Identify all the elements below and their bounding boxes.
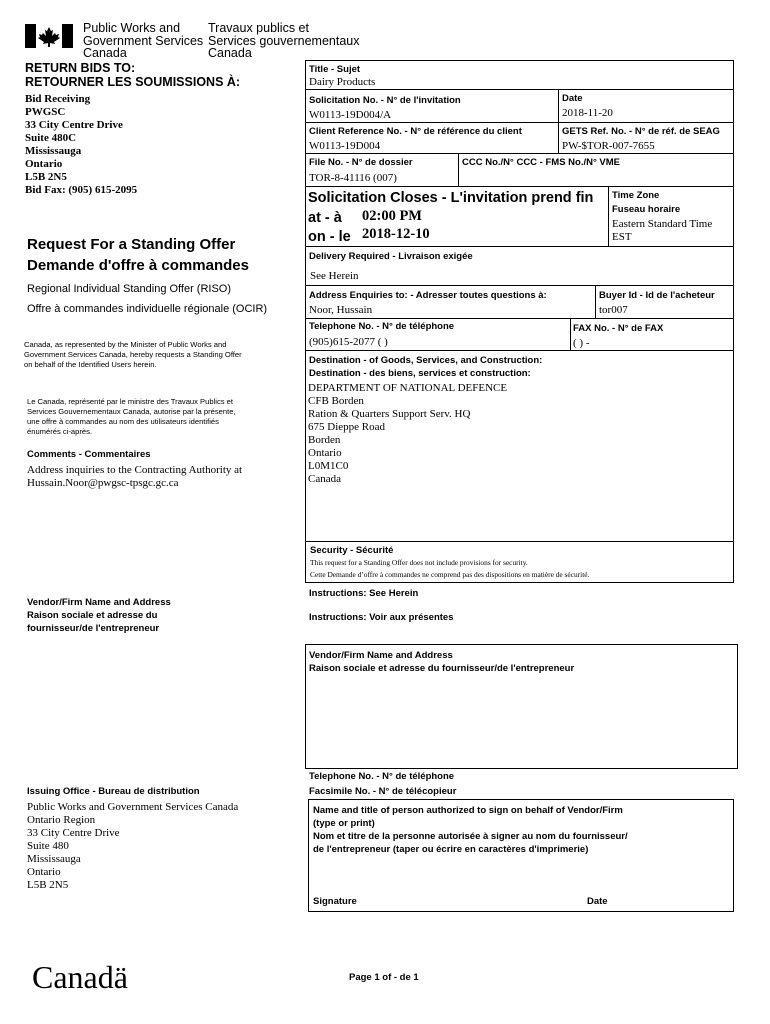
delivery-label: Delivery Required - Livraison exigée — [309, 251, 473, 262]
title-value: Dairy Products — [309, 76, 376, 88]
request-title-en: Request For a Standing Offer — [27, 236, 236, 253]
comments-label: Comments - Commentaires — [27, 449, 151, 460]
closes-on-label: on - le — [308, 229, 351, 245]
instructions-fr: Instructions: Voir aux présentes — [309, 612, 454, 623]
buyer-id-label: Buyer Id - Id de l'acheteur — [599, 290, 715, 301]
destination-label-en: Destination - of Goods, Services, and Construction: — [309, 355, 543, 366]
client-ref-label: Client Reference No. - N° de référence du client — [309, 126, 522, 137]
ccc-label: CCC No./N° CCC - FMS No./N° VME — [462, 157, 621, 168]
security-text-fr: Cette Demande d’offre à commandes ne comprend pas des dispositions en matière de sécurité. — [310, 570, 590, 579]
signature-label: Signature — [313, 896, 357, 907]
timezone-label-fr: Fuseau horaire — [612, 204, 681, 215]
timezone-value-1: Eastern Standard Time — [612, 218, 713, 230]
buyer-id-value: tor007 — [599, 304, 628, 316]
solicitation-closes: Solicitation Closes - L'invitation prend fin — [308, 190, 594, 206]
title-label: Title - Sujet — [309, 64, 361, 75]
address-enquiries-value: Noor, Hussain — [309, 304, 373, 316]
destination-address: DEPARTMENT OF NATIONAL DEFENCE CFB Borden Ration & Quarters Support Serv. HQ 675 Dieppe Road Borden Ontario L0M1C0 Canada — [308, 382, 508, 485]
canada-flag-icon — [25, 24, 73, 48]
dept-name-en: Public Works and Government Services Canada — [83, 21, 204, 60]
security-label: Security - Sécurité — [310, 545, 394, 556]
issuing-office-label: Issuing Office - Bureau de distribution — [27, 786, 200, 797]
request-paragraph-fr: Le Canada, représenté par le ministre des Travaux Publics et Services Gouvernementaux Canada, autorise par la présente, une offre à commandes au nom des utilisateurs identifiés énumérés ci-après. — [27, 397, 236, 436]
vendor-firm-label-fr: Raison sociale et adresse du fournisseur/de l'entrepreneur — [309, 663, 575, 674]
vendor-firm-label-en: Vendor/Firm Name and Address — [309, 650, 453, 661]
timezone-value-2: EST — [612, 231, 632, 243]
telephone-label: Telephone No. - N° de téléphone — [309, 321, 455, 332]
riso-en: Regional Individual Standing Offer (RISO) — [27, 283, 232, 295]
gets-value: PW-$TOR-007-7655 — [562, 140, 655, 152]
security-text-en: This request for a Standing Offer does not include provisions for security. — [310, 558, 528, 567]
riso-fr: Offre à commandes individuelle régionale (OCIR) — [27, 303, 268, 315]
file-value: TOR-8-41116 (007) — [309, 172, 397, 184]
authorized-person-label: Name and title of person authorized to sign on behalf of Vendor/Firm (type or print) Nom et titre de la personne autorisée à signer au nom du fournisseur/ de l'entrepreneur (taper ou écrire en caractères d'imprimerie) — [313, 805, 628, 855]
timezone-label-en: Time Zone — [612, 190, 660, 201]
return-bids-title-fr: RETOURNER LES SOUMISSIONS À: — [25, 75, 241, 89]
closes-at-value: 02:00 PM — [362, 208, 422, 224]
solicitation-label: Solicitation No. - N° de l'invitation — [309, 95, 461, 106]
dept-name-fr: Travaux publics et Services gouvernementaux Canada — [208, 21, 360, 60]
return-bids-address: Bid Receiving PWGSC 33 City Centre Drive Suite 480C Mississauga Ontario L5B 2N5 Bid Fax: (905) 615-2095 — [25, 93, 138, 196]
signature-date-label: Date — [587, 896, 608, 907]
delivery-value: See Herein — [310, 270, 359, 282]
page-number: Page 1 of - de 1 — [349, 972, 419, 983]
comments-text: Address inquiries to the Contracting Authority at Hussain.Noor@pwgsc-tpsgc.gc.ca — [27, 464, 243, 489]
request-paragraph-en: Canada, as represented by the Minister of Public Works and Government Services Canada, hereby requests a Standing Offer on behalf of the Identified Users herein. — [24, 340, 242, 369]
issuing-office-address: Public Works and Government Services Canada Ontario Region 33 City Centre Drive Suite 480 Mississauga Ontario L5B 2N5 — [27, 801, 239, 891]
return-bids-title-en: RETURN BIDS TO: — [25, 61, 136, 75]
fax-label: FAX No. - N° de FAX — [573, 323, 664, 334]
client-ref-value: W0113-19D004 — [309, 140, 381, 152]
fax-value: ( ) - — [573, 337, 590, 349]
vendor-fax-label: Facsimile No. - N° de télécopieur — [309, 786, 457, 797]
destination-label-fr: Destination - des biens, services et construction: — [309, 368, 531, 379]
instructions-en: Instructions: See Herein — [309, 588, 419, 599]
telephone-value: (905)615-2077 ( ) — [309, 336, 388, 348]
closes-at-label: at - à — [308, 210, 342, 226]
gets-label: GETS Ref. No. - N° de réf. de SEAG — [562, 126, 720, 137]
file-label: File No. - N° de dossier — [309, 157, 413, 168]
vendor-firm-label-left: Vendor/Firm Name and Address Raison sociale et adresse du fournisseur/de l'entrepreneur — [27, 597, 171, 634]
closes-on-value: 2018-12-10 — [362, 226, 430, 242]
date-value: 2018-11-20 — [562, 107, 613, 119]
address-enquiries-label: Address Enquiries to: - Adresser toutes questions à: — [309, 290, 547, 301]
vendor-telephone-label: Telephone No. - N° de téléphone — [309, 771, 455, 782]
request-title-fr: Demande d'offre à commandes — [27, 257, 249, 274]
date-label: Date — [562, 93, 583, 104]
canada-wordmark: Canadä — [32, 959, 128, 995]
solicitation-value: W0113-19D004/A — [309, 109, 392, 121]
